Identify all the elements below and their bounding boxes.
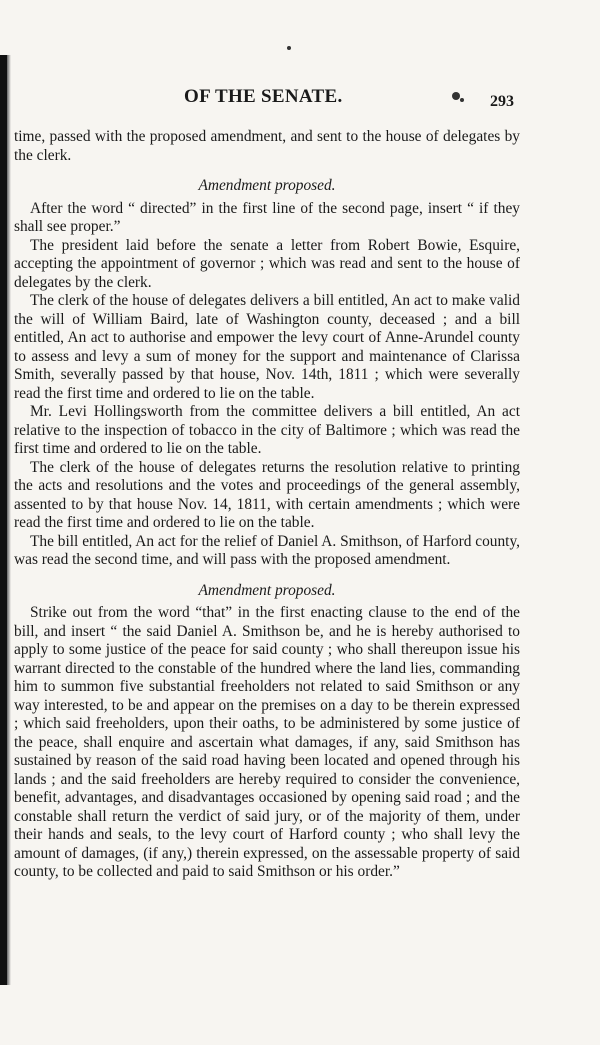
paragraph-continuation: time, passed with the proposed amendment, and sent to the house of delegates by the clerk. [14, 128, 520, 164]
amendment-heading-1: Amendment proposed. [198, 177, 336, 194]
page-number: 293 [490, 93, 514, 110]
paragraph-smithson-bill: The bill entitled, An act for the relief of Daniel A. Smithson, of Harford county, was read the second time, and will pass with the proposed amendment. [14, 532, 520, 568]
paragraph-tobacco-bill: Mr. Levi Hollingsworth from the committee delivers a bill entitled, An act relative to the inspection of tobacco in the city of Baltimore ; which was read the first time and ordered to lie on the table. [14, 403, 520, 457]
page-header [14, 0, 520, 120]
paragraph-amendment-2: Strike out from the word “that” in the first enacting clause to the end of the bill, and insert “ the said Daniel A. Smithson be, and he is hereby authorised to apply to some justice of the peace for said county ; who shall thereupon issue his warrant directed to the constable of the hundred where the land lies, commanding him to summon five substantial freeholders not related to said Smithson or any way interested, to be and appear on the premises on a day to be therein expressed ; which said freeholders, upon their oaths, to be administered by some justice of the peace, shall enquire and ascertain what damages, if any, said Smithson has sustained by reason of the said road having been located and opened through his lands ; and the said freeholders are hereby required to consider the convenience, benefit, advantages, and disadvantages occasioned by opening said road ; and the constable shall return the verdict of said jury, or of the majority of them, under their hands and seals, to the levy court of Harford county ; who shall levy the amount of damages, (if any,) therein expressed, on the assessable property of said county, to be collected and paid to said Smithson or his order.” [14, 604, 520, 880]
paragraph-bills-delivered: The clerk of the house of delegates delivers a bill entitled, An act to make valid the will of William Baird, late of Washington county, deceased ; and a bill entitled, An act to authorise and empower the levy court of Anne-Arundel county to assess and levy a sum of money for the support and maintenance of Clarissa Smith, severally passed by that house, Nov. 14th, 1811 ; which were severally read the first time and ordered to lie on the table. [14, 292, 520, 402]
book-page [14, 0, 520, 880]
paragraph-printing-resolution: The clerk of the house of delegates returns the resolution relative to printing the acts and resolutions and the votes and proceedings of the general assembly, assented to by that house Nov. 14, 1811, with certain amendments ; which were read the first time and ordered to lie on the table. [14, 458, 520, 531]
amendment-heading-2: Amendment proposed. [198, 581, 336, 599]
book-spine-gradient [7, 55, 11, 985]
paragraph-governor-letter: The president laid before the senate a letter from Robert Bowie, Esquire, accepting the appointment of governor ; which was read and sent to the house of delegates by the clerk. [14, 236, 520, 291]
paragraph-amendment-1: After the word “ directed” in the first line of the second page, insert “ if they shall see proper.” [14, 199, 520, 235]
ink-speck [460, 98, 464, 102]
ink-blot [452, 92, 460, 100]
page-body [14, 128, 520, 882]
running-title: OF THE SENATE. [184, 86, 343, 107]
ink-speck [287, 46, 291, 50]
book-spine-shadow [0, 55, 7, 985]
